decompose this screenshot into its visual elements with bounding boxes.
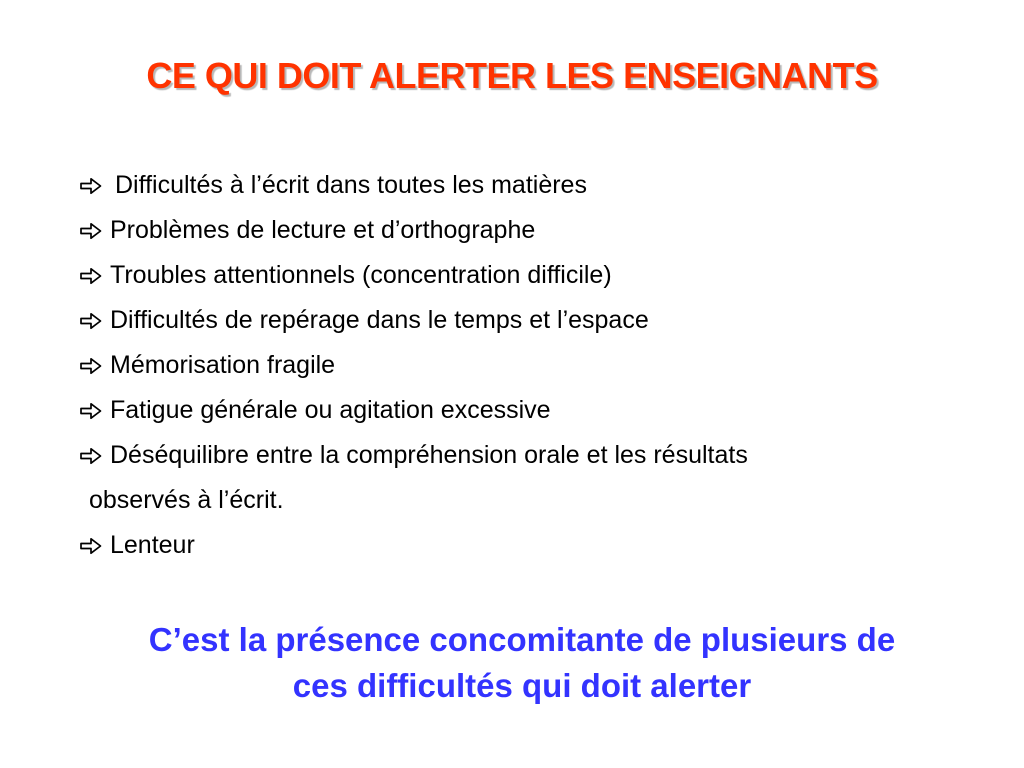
list-item-text: Lenteur <box>110 531 195 559</box>
right-arrow-outline-icon <box>80 208 110 253</box>
warning-signs-list <box>80 163 980 568</box>
conclusion-line: C’est la présence concomitante de plusieurs de <box>148 621 896 658</box>
list-item-body <box>89 433 748 523</box>
list-item <box>80 163 980 208</box>
list-item-text: Troubles attentionnels (concentration difficile) <box>110 261 612 289</box>
right-arrow-outline-icon <box>80 163 115 208</box>
list-item-text: Fatigue générale ou agitation excessive <box>110 396 551 424</box>
list-item <box>80 208 980 253</box>
right-arrow-outline-icon <box>80 253 110 298</box>
right-arrow-outline-icon <box>80 433 110 478</box>
list-item <box>80 343 980 388</box>
list-item-text: Difficultés de repérage dans le temps et l’espace <box>110 306 649 334</box>
right-arrow-outline-icon <box>80 298 110 343</box>
list-item <box>80 388 980 433</box>
list-item-text: Difficultés à l’écrit dans toutes les matières <box>115 171 587 199</box>
list-item-continuation: observés à l’écrit. <box>89 486 284 514</box>
right-arrow-outline-icon <box>80 388 110 433</box>
list-item-text: Déséquilibre entre la compréhension orale et les résultats <box>110 441 748 469</box>
list-item <box>80 433 980 523</box>
list-item <box>80 298 980 343</box>
right-arrow-outline-icon <box>80 343 110 388</box>
conclusion-line: ces difficultés qui doit alerter <box>292 667 752 704</box>
conclusion-statement <box>20 617 1024 709</box>
list-item-text: Problèmes de lecture et d’orthographe <box>110 216 536 244</box>
list-item-text: Mémorisation fragile <box>110 351 336 379</box>
list-item <box>80 523 980 568</box>
right-arrow-outline-icon <box>80 523 110 568</box>
slide-title: CE QUI DOIT ALERTER LES ENSEIGNANTS <box>146 55 878 96</box>
list-item <box>80 253 980 298</box>
